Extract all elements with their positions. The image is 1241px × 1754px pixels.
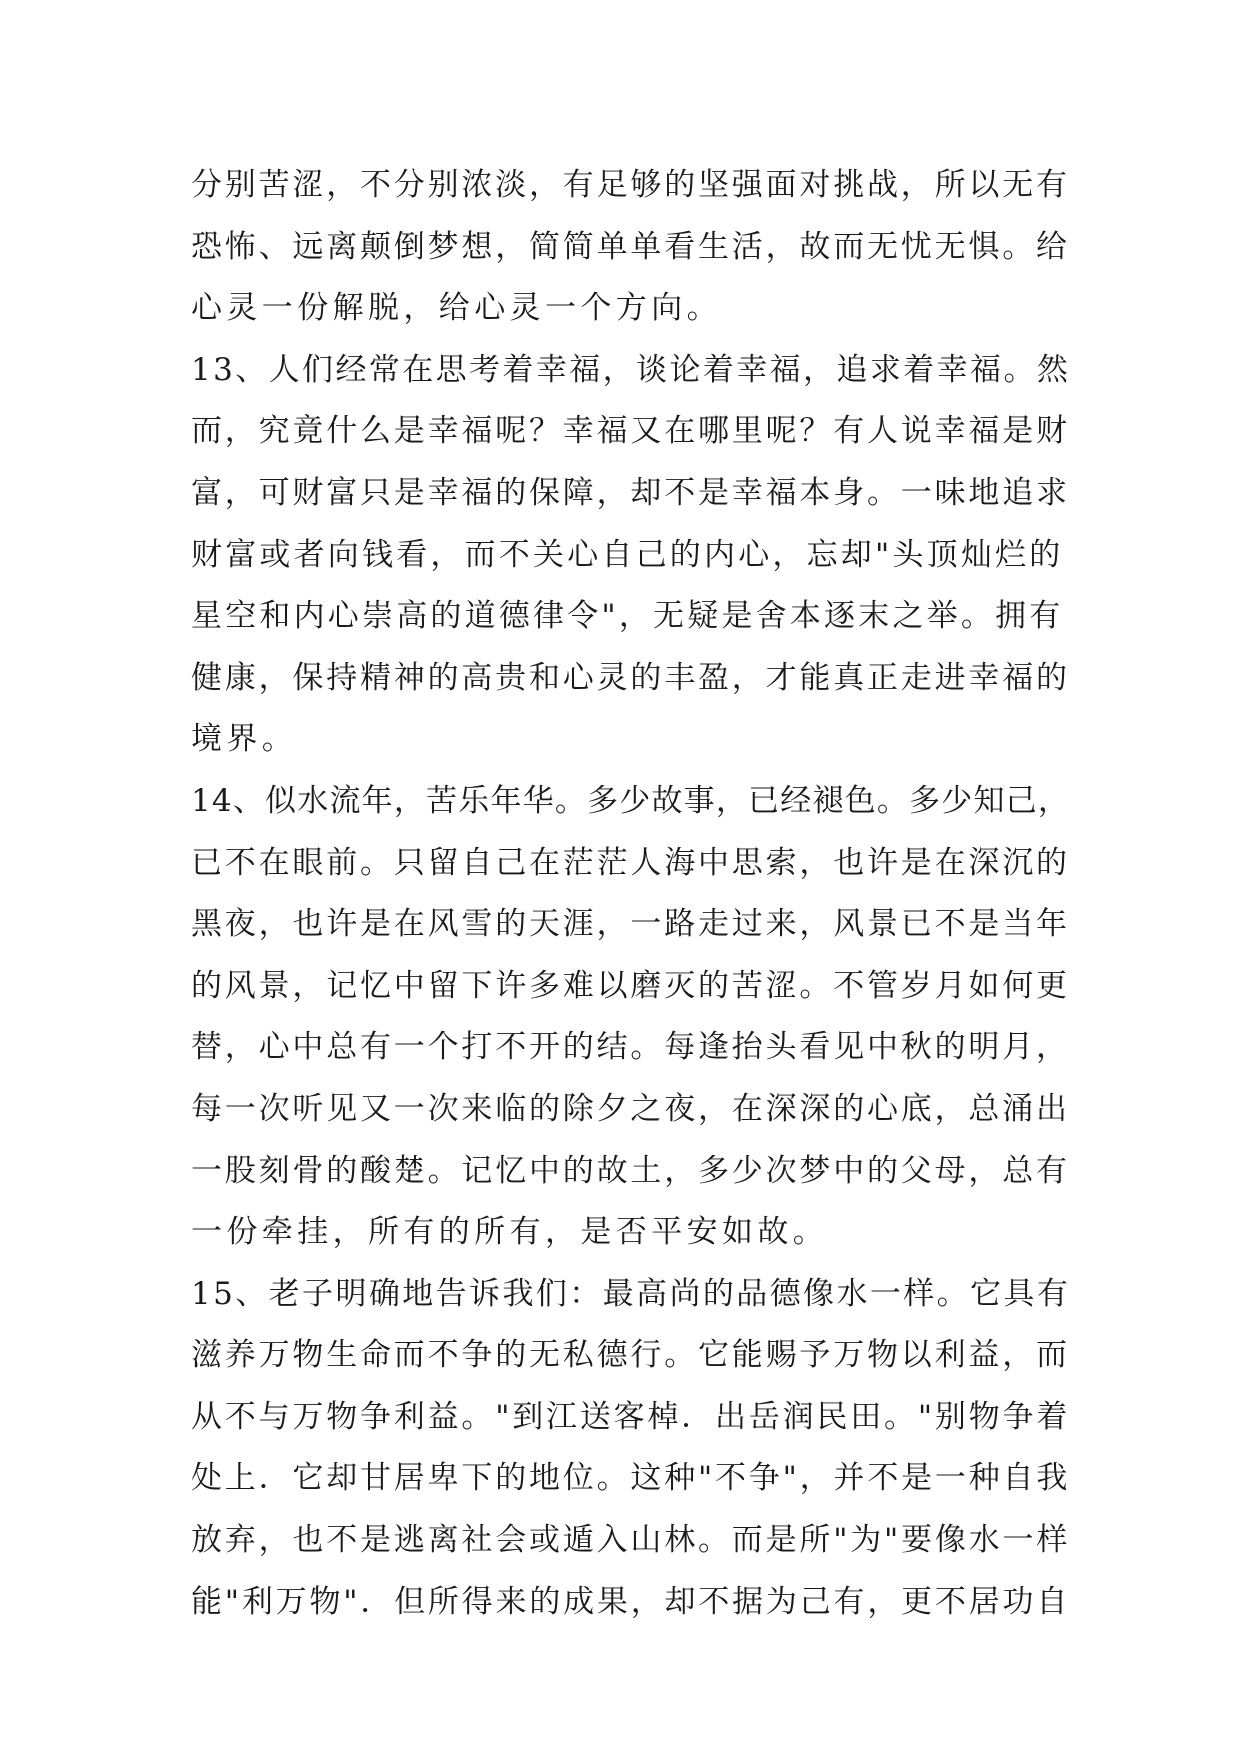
text-line: 已不在眼前。只留自己在茫茫人海中思索，也许是在深沉的 [191,844,1070,881]
text-line: 从不与万物争利益。"到江送客棹．出岳润民田。"别物争着 [191,1398,1071,1435]
text-line: 替，心中总有一个打不开的结。每逢抬头看见中秋的明月， [191,1029,1070,1066]
text-line: 一股刻骨的酸楚。记忆中的故土，多少次梦中的父母，总有 [191,1152,1070,1189]
text-line: 的风景，记忆中留下许多难以磨灭的苦涩。不管岁月如何更 [191,967,1070,1004]
text-line: 放弃，也不是逃离社会或遁入山林。而是所"为"要像水一样 [191,1522,1071,1559]
text-line: 15、老子明确地告诉我们：最高尚的品德像水一样。它具有 [191,1275,1071,1312]
text-line: 14、似水流年，苦乐年华。多少故事，已经褪色。多少知己， [191,782,1071,819]
text-line: 一份牵挂，所有的所有，是否平安如故。 [191,1214,829,1251]
body-text [191,155,1071,1633]
text-line: 每一次听见又一次来临的除夕之夜，在深深的心底，总涌出 [191,1090,1070,1127]
text-line: 13、人们经常在思考着幸福，谈论着幸福，追求着幸福。然 [191,351,1071,388]
text-line: 富，可财富只是幸福的保障，却不是幸福本身。一味地追求 [191,474,1070,511]
text-line: 而，究竟什么是幸福呢？幸福又在哪里呢？有人说幸福是财 [191,413,1070,450]
text-line: 心灵一份解脱，给心灵一个方向。 [191,290,722,327]
text-line: 能"利万物"．但所得来的成果，却不据为己有，更不居功自 [191,1583,1071,1620]
text-line: 滋养万物生命而不争的无私德行。它能赐予万物以利益，而 [191,1337,1070,1374]
text-line: 处上．它却甘居卑下的地位。这种"不争"，并不是一种自我 [191,1460,1071,1497]
text-line: 财富或者向钱看，而不关心自己的内心，忘却"头顶灿烂的 [191,536,1064,573]
text-line: 黑夜，也许是在风雪的天涯，一路走过来，风景已不是当年 [191,906,1070,943]
text-line: 境界。 [191,721,298,758]
text-line: 分别苦涩，不分别浓淡，有足够的坚强面对挑战，所以无有 [191,167,1070,203]
text-line: 星空和内心崇高的道德律令"，无疑是舍本逐末之举。拥有 [191,598,1064,635]
text-line: 健康，保持精神的高贵和心灵的丰盈，才能真正走进幸福的 [191,659,1070,696]
text-line: 恐怖、远离颠倒梦想，简简单单看生活，故而无忧无惧。给 [191,228,1070,265]
